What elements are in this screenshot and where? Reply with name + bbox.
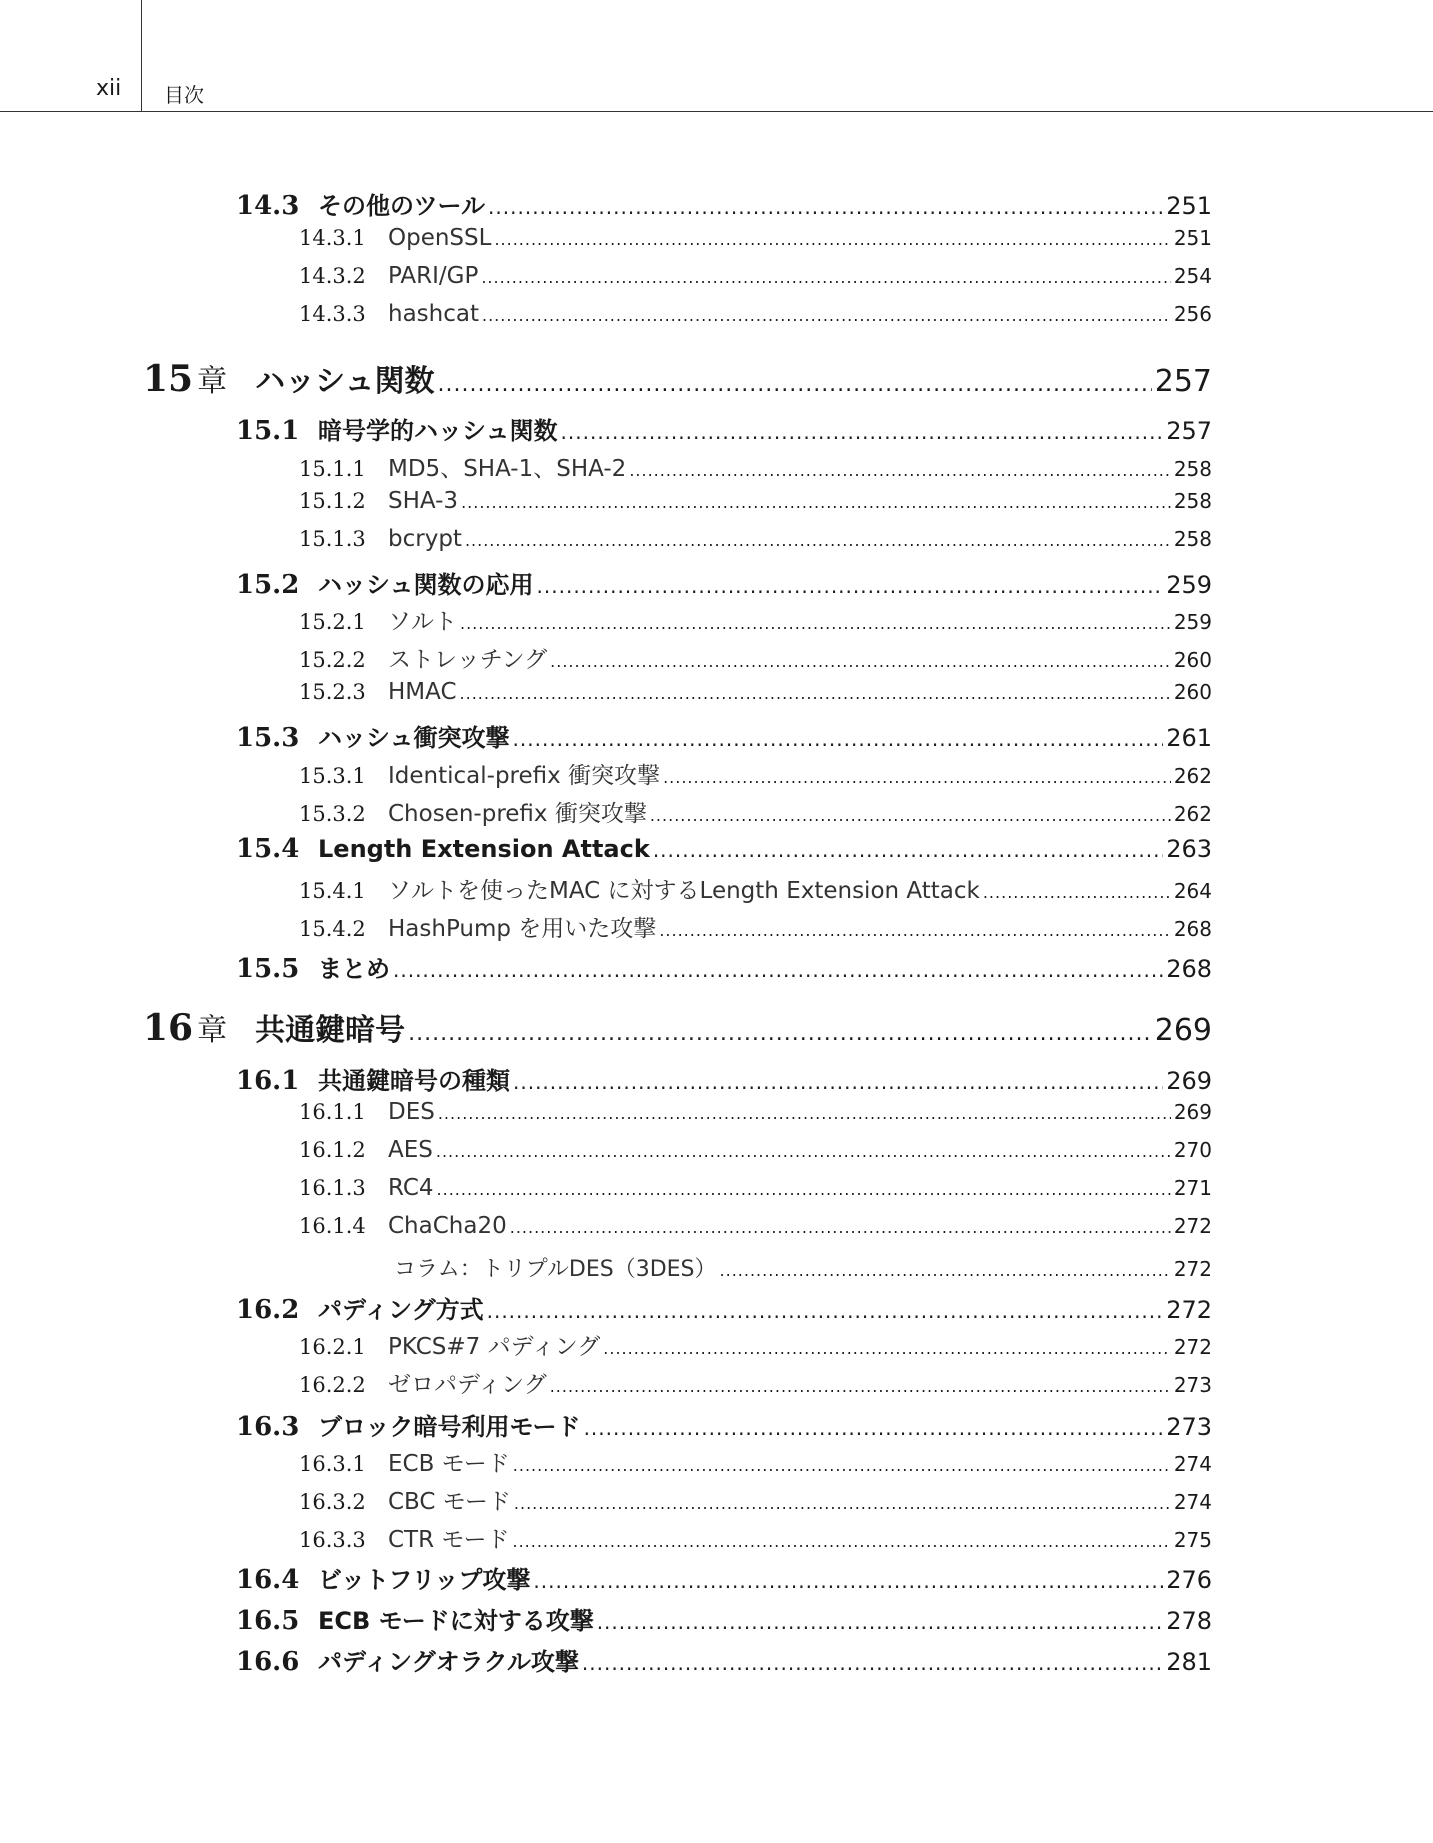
entry-title: 暗号学的ハッシュ関数 (318, 417, 558, 445)
entry-title: CTR モード (388, 1527, 510, 1553)
chapter-number: 16 (143, 1007, 194, 1049)
toc-entry-chap (143, 1005, 1212, 1049)
entry-number: 14.3.2 (299, 264, 366, 288)
entry-number: 16.6 (236, 1647, 300, 1677)
entry-number: 16.3.3 (299, 1528, 366, 1552)
entry-number: 15.1.1 (299, 457, 366, 481)
entry-number: 15.1.3 (299, 527, 366, 551)
entry-title: hashcat (388, 301, 479, 327)
entry-title: ゼロパディング (388, 1372, 547, 1398)
dot-leader (438, 1104, 1171, 1123)
toc-entry-sub (299, 225, 1212, 251)
toc-entry-sec (236, 1407, 1212, 1442)
entry-title: ビットフリップ攻撃 (318, 1566, 531, 1594)
entry-title: ChaCha20 (388, 1213, 507, 1239)
entry-number: 16.1.3 (299, 1176, 366, 1200)
dot-leader (663, 768, 1171, 787)
entry-number: 15.3 (236, 723, 300, 753)
toc-entry-sec (236, 718, 1212, 753)
entry-number: 15.3.2 (299, 802, 366, 826)
toc-entry-sub (299, 910, 1212, 943)
entry-page-number: 260 (1173, 648, 1212, 672)
entry-title: HashPump を用いた攻撃 (388, 916, 657, 942)
entry-page-number: 273 (1173, 1373, 1212, 1397)
entry-title: PARI/GP (388, 263, 479, 289)
entry-title: PKCS#7 パディング (388, 1334, 601, 1360)
toc-entry-sub (299, 641, 1212, 674)
entry-title: ブロック暗号利用モード (318, 1413, 581, 1441)
dot-leader (487, 1299, 1164, 1323)
entry-number: 16.3.2 (299, 1490, 366, 1514)
entry-number: 15.2.3 (299, 680, 366, 704)
entry-page-number: 254 (1173, 264, 1212, 288)
toc-entry-sub (299, 301, 1212, 327)
entry-number: 16.1.2 (299, 1138, 366, 1162)
dot-leader (408, 1021, 1152, 1046)
entry-title: Length Extension Attack (318, 835, 650, 863)
entry-title: Chosen-prefix 衝突攻撃 (388, 801, 647, 827)
entry-number: 15.4.2 (299, 917, 366, 941)
toc-entry-sec (236, 186, 1212, 221)
dot-leader (597, 1610, 1163, 1634)
dot-leader (437, 1180, 1171, 1199)
toc-entry-sub (299, 1175, 1212, 1201)
dot-leader (983, 883, 1171, 902)
chapter-suffix: 章 (197, 1013, 228, 1048)
dot-leader (550, 652, 1171, 671)
toc-entry-col (394, 1252, 1212, 1283)
entry-number: 15.2.1 (299, 610, 366, 634)
entry-title: AES (388, 1137, 433, 1163)
running-header-title: 目次 (164, 83, 204, 107)
toc-entry-sub (299, 526, 1212, 552)
entry-title: HMAC (388, 679, 457, 705)
dot-leader (582, 1651, 1163, 1675)
dot-leader (533, 1569, 1163, 1593)
entry-title: bcrypt (388, 526, 462, 552)
dot-leader (460, 614, 1171, 633)
entry-page-number: 268 (1173, 917, 1212, 941)
entry-page-number: 278 (1166, 1607, 1212, 1635)
entry-page-number: 269 (1166, 1067, 1212, 1095)
entry-page-number: 257 (1154, 364, 1212, 399)
toc-entry-sub (299, 450, 1212, 483)
entry-number: 15.2 (236, 570, 300, 600)
entry-title: CBC モード (388, 1489, 511, 1515)
toc-entry-chap (143, 356, 1212, 400)
entry-number: 16.2 (236, 1295, 300, 1325)
entry-number: 15.1 (236, 416, 300, 446)
entry-title: ソルトを使ったMAC に対するLength Extension Attack (388, 878, 980, 904)
entry-page-number: 272 (1173, 1335, 1212, 1359)
dot-leader (461, 493, 1171, 512)
dot-leader (514, 1494, 1171, 1513)
entry-page-number: 256 (1173, 302, 1212, 326)
entry-title: 共通鍵暗号の種類 (318, 1067, 510, 1095)
toc-entry-sub (299, 795, 1212, 828)
dot-leader (460, 684, 1171, 703)
entry-title: パディングオラクル攻撃 (318, 1648, 579, 1676)
entry-page-number: 262 (1173, 764, 1212, 788)
entry-page-number: 258 (1173, 457, 1212, 481)
header-vertical-rule (141, 0, 142, 111)
entry-title: Identical-prefix 衝突攻撃 (388, 763, 661, 789)
entry-number: 15.5 (236, 954, 300, 984)
entry-title: コラム：トリプルDES（3DES） (394, 1257, 717, 1282)
dot-leader (561, 420, 1164, 444)
entry-page-number: 259 (1166, 571, 1212, 599)
entry-number: 14.3.1 (299, 226, 366, 250)
entry-number: 16.4 (236, 1565, 300, 1595)
toc-entry-sub (299, 1521, 1212, 1554)
dot-leader (436, 1142, 1171, 1161)
entry-page-number: 274 (1173, 1452, 1212, 1476)
entry-page-number: 274 (1173, 1490, 1212, 1514)
entry-page-number: 261 (1166, 724, 1212, 752)
entry-number: 16.1.4 (299, 1214, 366, 1238)
entry-title: 共通鍵暗号 (255, 1013, 406, 1048)
entry-page-number: 275 (1173, 1528, 1212, 1552)
entry-page-number: 258 (1173, 489, 1212, 513)
entry-title: ハッシュ衝突攻撃 (318, 724, 510, 752)
toc-entry-sec (236, 949, 1212, 984)
entry-page-number: 269 (1154, 1013, 1212, 1048)
entry-number: 15.1.2 (299, 489, 366, 513)
dot-leader (513, 1456, 1171, 1475)
toc-entry-sub (299, 872, 1212, 905)
entry-page-number: 257 (1166, 417, 1212, 445)
entry-number: 15.4 (236, 834, 300, 864)
entry-title: SHA-3 (388, 488, 459, 514)
toc-entry-sub (299, 1213, 1212, 1239)
entry-page-number: 258 (1173, 527, 1212, 551)
toc-entry-sub (299, 1445, 1212, 1478)
entry-title: まとめ (318, 955, 390, 983)
entry-number: 16.2.2 (299, 1373, 366, 1397)
entry-number: 14.3.3 (299, 302, 366, 326)
entry-page-number: 272 (1173, 1214, 1212, 1238)
entry-number: 15.3.1 (299, 764, 366, 788)
entry-number: 16.2.1 (299, 1335, 366, 1359)
dot-leader (550, 1377, 1171, 1396)
entry-page-number: 272 (1173, 1257, 1212, 1281)
toc-entry-sub (299, 1366, 1212, 1399)
dot-leader (465, 531, 1171, 550)
toc-entry-sec (236, 1642, 1212, 1677)
entry-page-number: 281 (1166, 1648, 1212, 1676)
page-number: xii (96, 76, 122, 101)
entry-page-number: 276 (1166, 1566, 1212, 1594)
entry-page-number: 271 (1173, 1176, 1212, 1200)
dot-leader (393, 958, 1163, 982)
entry-page-number: 264 (1173, 879, 1212, 903)
entry-number: 14.3 (236, 191, 300, 221)
entry-title: MD5、SHA-1、SHA-2 (388, 456, 627, 482)
entry-title: DES (388, 1099, 435, 1125)
toc-entry-sub (299, 1483, 1212, 1516)
entry-title: RC4 (388, 1175, 434, 1201)
toc-entry-sub (299, 1099, 1212, 1125)
header-rule (0, 111, 1433, 112)
entry-page-number: 251 (1166, 192, 1212, 220)
entry-number: 16.1.1 (299, 1100, 366, 1124)
entry-title: ECB モード (388, 1451, 510, 1477)
toc-entry-sub (299, 1328, 1212, 1361)
entry-title: ソルト (388, 609, 457, 635)
dot-leader (513, 1070, 1163, 1094)
dot-leader (438, 372, 1152, 397)
entry-title: その他のツール (318, 192, 486, 220)
entry-page-number: 268 (1166, 955, 1212, 983)
dot-leader (720, 1261, 1171, 1280)
entry-page-number: 262 (1173, 802, 1212, 826)
toc-entry-sub (299, 263, 1212, 289)
entry-number: 15.2.2 (299, 648, 366, 672)
dot-leader (494, 230, 1170, 249)
entry-page-number: 260 (1173, 680, 1212, 704)
toc-entry-sec (236, 411, 1212, 446)
entry-title: ストレッチング (388, 647, 548, 673)
entry-page-number: 263 (1166, 835, 1212, 863)
entry-page-number: 259 (1173, 610, 1212, 634)
dot-leader (482, 306, 1171, 325)
dot-leader (488, 195, 1163, 219)
toc-entry-sec (236, 1601, 1212, 1636)
toc-entry-sec (236, 565, 1212, 600)
entry-number: 16.3.1 (299, 1452, 366, 1476)
toc-entry-sec (236, 1061, 1212, 1096)
entry-page-number: 273 (1166, 1413, 1212, 1441)
dot-leader (653, 838, 1163, 862)
entry-title: ハッシュ関数 (255, 364, 435, 399)
dot-leader (603, 1339, 1171, 1358)
chapter-suffix: 章 (197, 364, 228, 399)
entry-number: 16.5 (236, 1606, 300, 1636)
dot-leader (510, 1218, 1171, 1237)
toc-entry-sec (236, 1560, 1212, 1595)
chapter-number: 15 (143, 358, 194, 400)
dot-leader (659, 921, 1171, 940)
entry-title: パディング方式 (318, 1296, 484, 1324)
toc-entry-sub (299, 1137, 1212, 1163)
toc-entry-sub (299, 679, 1212, 705)
dot-leader (513, 727, 1164, 751)
toc-entry-sec (236, 1290, 1212, 1325)
entry-number: 16.1 (236, 1066, 300, 1096)
toc-entry-sub (299, 603, 1212, 636)
dot-leader (584, 1416, 1164, 1440)
toc-entry-sec (236, 834, 1212, 864)
entry-title: OpenSSL (388, 225, 492, 251)
dot-leader (512, 1532, 1170, 1551)
entry-page-number: 270 (1173, 1138, 1212, 1162)
dot-leader (537, 574, 1164, 598)
entry-page-number: 272 (1166, 1296, 1212, 1324)
entry-page-number: 251 (1173, 226, 1212, 250)
entry-title: ECB モードに対する攻撃 (318, 1607, 594, 1635)
dot-leader (650, 806, 1171, 825)
entry-page-number: 269 (1173, 1100, 1212, 1124)
dot-leader (629, 461, 1171, 480)
entry-number: 15.4.1 (299, 879, 366, 903)
toc-entry-sub (299, 488, 1212, 514)
dot-leader (481, 268, 1170, 287)
toc-entry-sub (299, 757, 1212, 790)
entry-number: 16.3 (236, 1412, 300, 1442)
entry-title: ハッシュ関数の応用 (318, 571, 534, 599)
